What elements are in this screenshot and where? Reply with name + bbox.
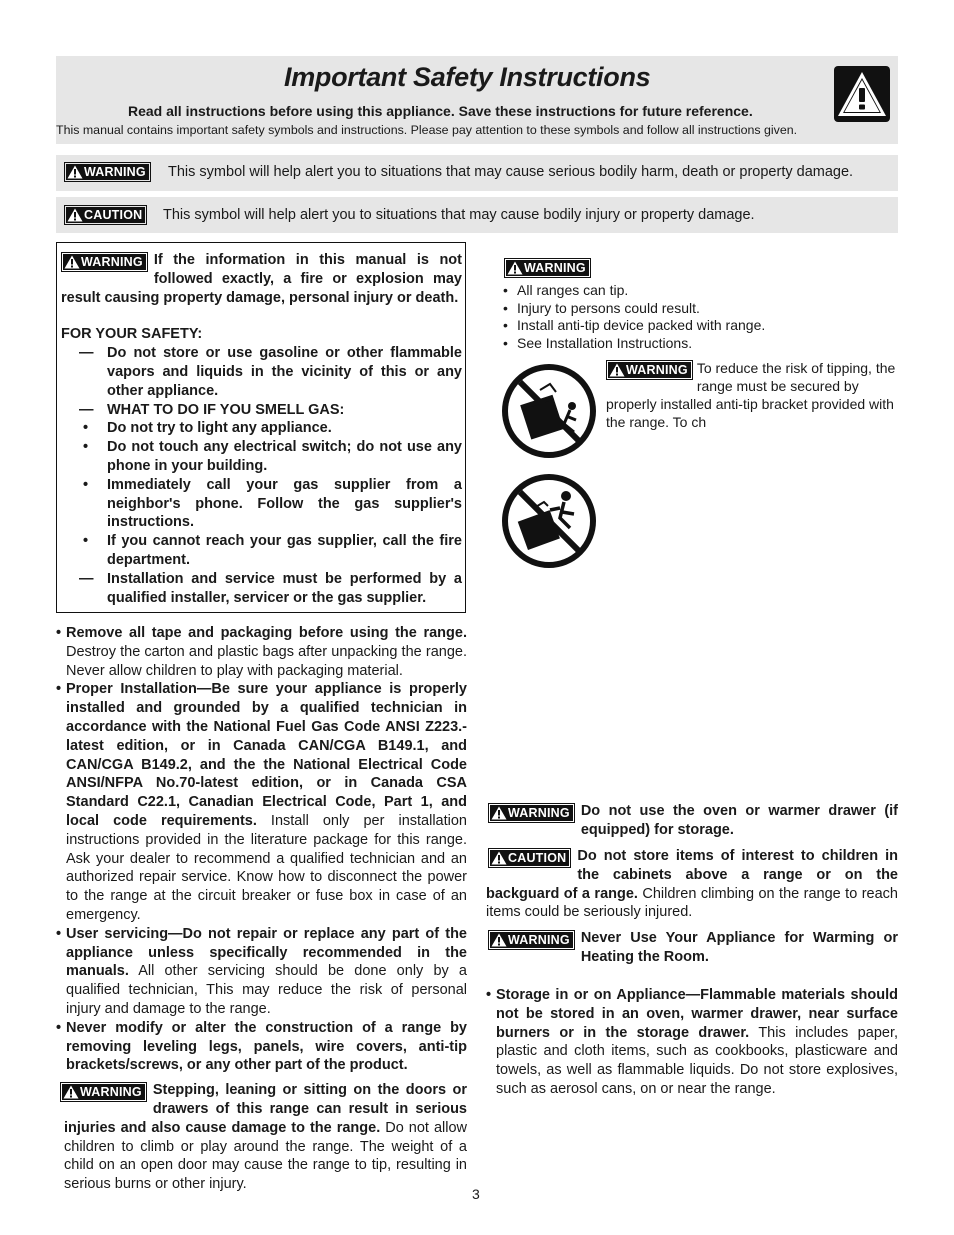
alert-triangle-icon (609, 363, 625, 377)
tip-list-item: • Injury to persons could result. (503, 299, 700, 316)
warning-triangle-icon (834, 66, 890, 122)
warning-symbol-text: This symbol will help alert you to situations that may cause serious bodily harm, death or property damage. (168, 164, 854, 180)
tip-warning-badge: WARNING (504, 258, 591, 278)
warning-badge: WARNING (64, 162, 151, 182)
gas-safety-item: • Immediately call your gas supplier from a neighbor's phone. Follow the gas supplier's instructions. (83, 476, 462, 531)
storage-warning: WARNING Do not use the oven or warmer drawer (if equipped) for storage. (486, 802, 898, 840)
gas-safety-item: • Do not try to light any appliance. (83, 420, 332, 437)
alert-triangle-icon (491, 806, 507, 820)
bullet-proper-installation: • Proper Installation—Be sure your appliance is properly installed and grounded by a qualified technician in accordance with the National Fuel Gas Code ANSI Z223.- latest edition, or in Canada CAN/CGA B149.1, and CAN/CGA B149.2, and the the National Electrical Code ANSI/NFPA No.70-latest edition, or in Canada CSA Standard C22.1, Canadian Electrical Code, Part 1, and local code requirements. Install only per installation instructions provided in the literature package for this range. Ask your dealer to recommend a qualified technician and an authorized repair service. Know how to disconnect the power to the range at the circuit breaker or fuse box in case of an emergency. (56, 681, 467, 923)
stepping-warning: WARNING Stepping, leaning or sitting on the doors or drawers of this range can result in serious injuries and also cause damage to the range. Do not allow children to climb or play around the range. The weight of a child on an open door may cause the range to tip, resulting in serious burns or other injury. (56, 1081, 467, 1194)
alert-triangle-icon (491, 851, 507, 865)
intro-text: This manual contains important safety symbols and instructions. Please pay attention to these symbols and follow all instructions given. (56, 123, 798, 137)
gas-safety-item: — WHAT TO DO IF YOU SMELL GAS: (79, 401, 345, 418)
alert-triangle-icon (63, 1085, 79, 1099)
alert-triangle-icon (491, 933, 507, 947)
tip-warning-text: WARNING To reduce the risk of tipping, the range must be secured by properly installed anti-tip bracket provided with the range. To ch (606, 360, 896, 430)
page-subtitle: Read all instructions before using this appliance. Save these instructions for future reference. (128, 103, 753, 119)
child-climbing-pictogram-icon (500, 472, 598, 570)
bullet-user-servicing: • User servicing—Do not repair or replace any part of the appliance unless specifically recommended in the manuals. All other servicing should be done only by a qualified technician, This may reduce the risk of personal injury and damage to the range. (56, 925, 467, 1017)
alert-triangle-icon (507, 261, 523, 275)
bullet-remove-packaging: • Remove all tape and packaging before using the range. Destroy the carton and plastic bags after unpacking the range. Never allow children to play with packaging material. (56, 625, 467, 679)
tip-list-item: • See Installation Instructions. (503, 334, 693, 351)
page-number: 3 (472, 1186, 480, 1202)
gas-safety-item: — Do not store or use gasoline or other flammable vapors and liquids in the vicinity of this or any other appliance. (79, 345, 462, 399)
range-tipping-pictogram-icon (500, 362, 598, 460)
gas-safety-item: • If you cannot reach your gas supplier, call the fire department. (83, 533, 462, 568)
bullet-never-modify: • Never modify or alter the construction of a range by removing leveling legs, panels, wire covers, anti-tip brackets/screws, or any other part of the product. (56, 1019, 467, 1074)
gas-safety-heading: FOR YOUR SAFETY: (61, 326, 203, 343)
alert-triangle-icon (67, 208, 83, 222)
alert-triangle-icon (64, 255, 80, 269)
storage-bullet: • Storage in or on Appliance—Flammable materials should not be stored in an oven, warmer drawer, near surface burners or in the storage drawer. This includes paper, plastic and cloth items, such as cookbooks, plasticware and towels, as well as flammable liquids. Do not store explosives, such as aerosol cans, on or near the range. (486, 987, 898, 1097)
gas-safety-item: — Installation and service must be performed by a qualified installer, servicer or the gas supplier. (79, 570, 462, 606)
tip-list-item: • Install anti-tip device packed with range. (503, 317, 766, 333)
alert-triangle-icon (67, 165, 83, 179)
cabinets-caution: CAUTION Do not store items of interest to children in the cabinets above a range or on the backguard of a range. Children climbing on the range to reach items could be seriously injured. (486, 848, 898, 921)
left-bullet-list (56, 624, 467, 1194)
gas-safety-lead: WARNING If the information in this manual is not followed exactly, a fire or explosion may result causing property damage, personal injury or death. (61, 252, 462, 306)
caution-badge: CAUTION (64, 205, 147, 225)
gas-safety-item: • Do not touch any electrical switch; do not use any phone in your building. (83, 439, 462, 474)
heating-warning: WARNING Never Use Your Appliance for Warming or Heating the Room. (486, 929, 898, 967)
caution-symbol-text: This symbol will help alert you to situations that may cause bodily injury or property damage. (163, 207, 755, 223)
page-title: Important Safety Instructions (284, 62, 651, 92)
tip-list (503, 282, 883, 352)
tip-list-item: • All ranges can tip. (503, 282, 629, 298)
gas-safety-content (61, 251, 462, 607)
